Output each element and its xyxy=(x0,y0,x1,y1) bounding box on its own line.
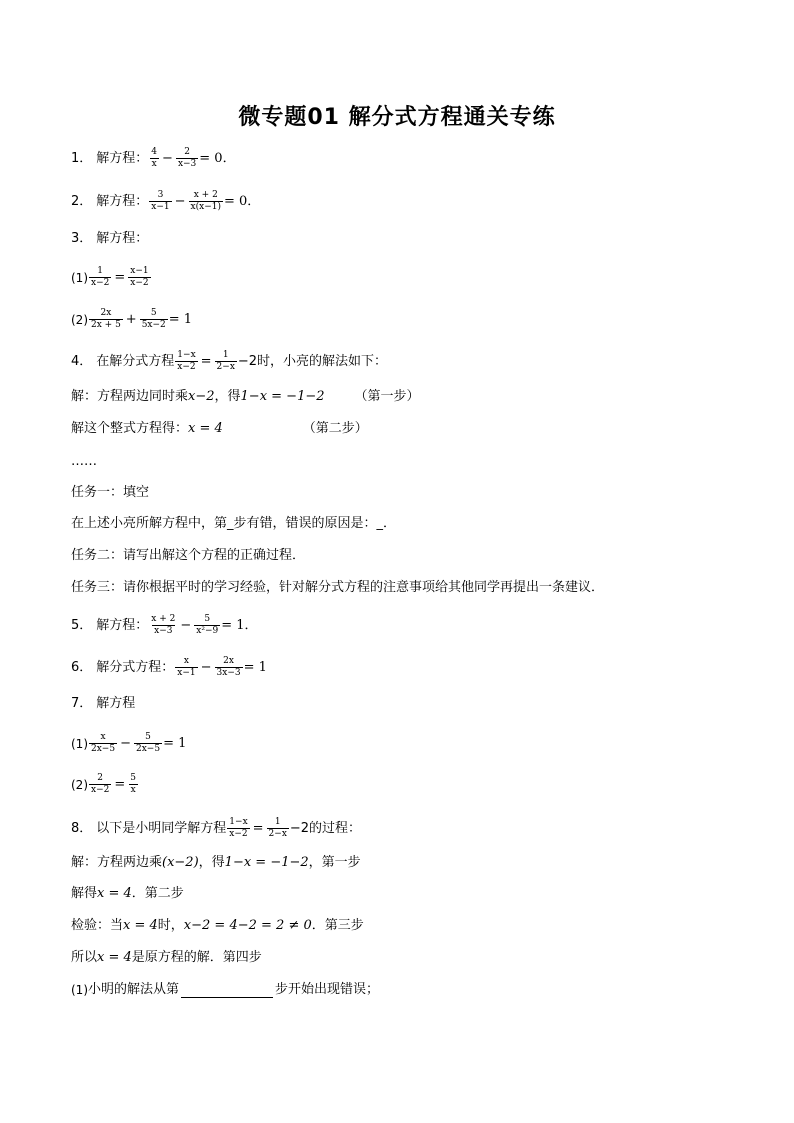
page-title: 微专题01 解分式方程通关专练 xyxy=(238,105,556,130)
part-tag: (1) xyxy=(71,270,88,285)
solution-step-2 xyxy=(71,419,734,439)
part-tag: (1) xyxy=(71,736,88,751)
math-expr: x = 4 xyxy=(123,918,158,933)
question-number: 5． xyxy=(71,617,93,633)
fraction: $\frac{1-x}{x-2}$ xyxy=(177,350,196,372)
operator: = xyxy=(200,353,212,369)
solution-step-1 xyxy=(71,387,734,407)
question-5 xyxy=(71,614,734,637)
question-text: 以下是小明同学解方程 xyxy=(96,820,227,836)
equation-rhs: = 0． xyxy=(224,193,261,209)
step-marker: ．第三步 xyxy=(311,918,364,933)
step-text: 解：方程两边乘 xyxy=(71,855,163,870)
question-number: 8． xyxy=(71,820,93,836)
solution-step-2 xyxy=(71,884,734,904)
fraction: $\frac{5}{2x-5}$ xyxy=(135,732,161,754)
math-expr: x−2 xyxy=(188,389,215,404)
fraction: $\frac{x + 2}{x(x-1)}$ xyxy=(190,190,221,212)
ellipsis: …… xyxy=(71,454,97,469)
answer-blank[interactable] xyxy=(181,983,273,998)
operator: − xyxy=(200,659,212,675)
fraction: $\frac{x}{x-1}$ xyxy=(177,656,196,678)
question-number: 7． xyxy=(71,696,93,711)
fraction: $\frac{x-1}{x-2}$ xyxy=(130,266,149,288)
question-number: 4． xyxy=(71,353,93,369)
operator: − xyxy=(162,150,173,166)
question-2 xyxy=(71,190,734,213)
equation-rhs: = 1． xyxy=(221,617,258,633)
math-expr: x = 4 xyxy=(97,886,132,901)
operator: − xyxy=(180,617,192,633)
operator: = xyxy=(114,776,126,792)
question-text: −2时，小亮的解法如下： xyxy=(237,353,388,369)
step-marker: ．第二步 xyxy=(131,886,184,901)
math-expr: x = 4 xyxy=(188,421,223,436)
operator: − xyxy=(174,193,186,209)
step-marker: ，第一步 xyxy=(308,855,361,870)
step-text: ，得 xyxy=(198,855,225,870)
math-expr: 1−x = −1−2 xyxy=(240,389,325,404)
question-7 xyxy=(71,694,734,714)
question-label: 解方程 xyxy=(96,696,136,711)
fraction: $\frac{x}{2x-5}$ xyxy=(91,732,116,754)
question-number: 1． xyxy=(71,150,93,166)
question-number: 3． xyxy=(71,231,93,246)
step-text: ，得 xyxy=(214,389,241,404)
solution-step-1 xyxy=(71,853,734,873)
question-label: 解方程： xyxy=(96,231,149,246)
question-label: 解方程： xyxy=(96,150,149,166)
question-label: 解分式方程： xyxy=(96,659,175,675)
fraction: $\frac{1}{x-2}$ xyxy=(91,266,110,288)
fraction: $\frac{2x}{2x + 5}$ xyxy=(91,308,121,330)
fraction: $\frac{4}{x}$ xyxy=(151,147,158,169)
task-3: 任务三：请你根据平时的学习经验，针对解分式方程的注意事项给其他同学再提出一条建议． xyxy=(71,580,605,595)
question-3-part-2 xyxy=(71,308,734,331)
sub-question-text: 步开始出现错误； xyxy=(275,982,380,997)
task-1-question: 在上述小亮所解方程中，第_步有错，错误的原因是：_． xyxy=(71,516,397,531)
solution-step-3 xyxy=(71,916,734,936)
question-3-part-1 xyxy=(71,266,734,289)
question-number: 6． xyxy=(71,659,93,675)
task-1-title: 任务一：填空 xyxy=(71,485,150,500)
question-text: −2的过程： xyxy=(289,820,362,836)
step-text: 所以 xyxy=(71,950,98,965)
fraction: $\frac{5}{5x-2}$ xyxy=(141,308,166,330)
fraction: $\frac{2x}{3x-3}$ xyxy=(216,656,241,678)
equation-rhs: = 0． xyxy=(199,150,236,166)
fraction: $\frac{3}{x-1}$ xyxy=(151,190,170,212)
math-expr: (x−2) xyxy=(162,855,199,870)
fraction: $\frac{1}{2-x}$ xyxy=(216,350,235,372)
math-expr: x−2 = 4−2 = 2 ≠ 0 xyxy=(183,918,312,933)
step-marker: （第一步） xyxy=(354,389,420,404)
sub-question-text: 小明的解法从第 xyxy=(88,982,180,997)
fraction: $\frac{2}{x-3}$ xyxy=(177,147,197,169)
step-text: 检验：当 xyxy=(71,918,124,933)
part-tag: (2) xyxy=(71,777,88,792)
part-tag: (1) xyxy=(71,983,88,997)
operator: = xyxy=(252,820,264,836)
step-text: 解这个整式方程得： xyxy=(71,421,189,436)
step-marker: 是原方程的解．第四步 xyxy=(131,950,262,965)
question-3 xyxy=(71,229,734,249)
fraction: $\frac{1}{2-x}$ xyxy=(268,817,287,839)
question-6 xyxy=(71,656,734,679)
step-marker: （第二步） xyxy=(302,421,368,436)
fraction: $\frac{2}{x-2}$ xyxy=(91,773,110,795)
question-label: 解方程： xyxy=(96,617,149,633)
math-expr: x = 4 xyxy=(97,950,132,965)
question-number: 2． xyxy=(71,193,93,209)
math-expr: 1−x = −1−2 xyxy=(224,855,309,870)
question-8 xyxy=(71,817,734,840)
question-text: 在解分式方程 xyxy=(96,353,175,369)
operator: = xyxy=(114,269,126,285)
solution-step-4 xyxy=(71,948,734,968)
operator: − xyxy=(120,735,131,751)
step-text: 时， xyxy=(157,918,184,933)
equation-rhs: = 1 xyxy=(168,311,193,327)
part-tag: (2) xyxy=(71,312,88,327)
task-2: 任务二：请写出解这个方程的正确过程． xyxy=(71,548,306,563)
equation-rhs: = 1 xyxy=(163,735,187,751)
step-text: 解：方程两边同时乘 xyxy=(71,389,189,404)
question-7-part-1 xyxy=(71,732,734,755)
fraction: $\frac{5}{x}$ xyxy=(130,773,136,795)
equation-rhs: = 1 xyxy=(243,659,267,675)
question-4 xyxy=(71,350,734,373)
fraction: $\frac{1-x}{x-2}$ xyxy=(229,817,248,839)
fraction: $\frac{x + 2}{x-3}$ xyxy=(151,614,176,636)
question-1 xyxy=(71,147,734,170)
question-label: 解方程： xyxy=(96,193,149,209)
step-text: 解得 xyxy=(71,886,98,901)
question-8-sub-1 xyxy=(71,980,734,1000)
question-7-part-2 xyxy=(71,773,734,796)
fraction: $\frac{5}{\text{x²−9}}$ xyxy=(196,614,219,636)
operator: + xyxy=(125,311,137,327)
